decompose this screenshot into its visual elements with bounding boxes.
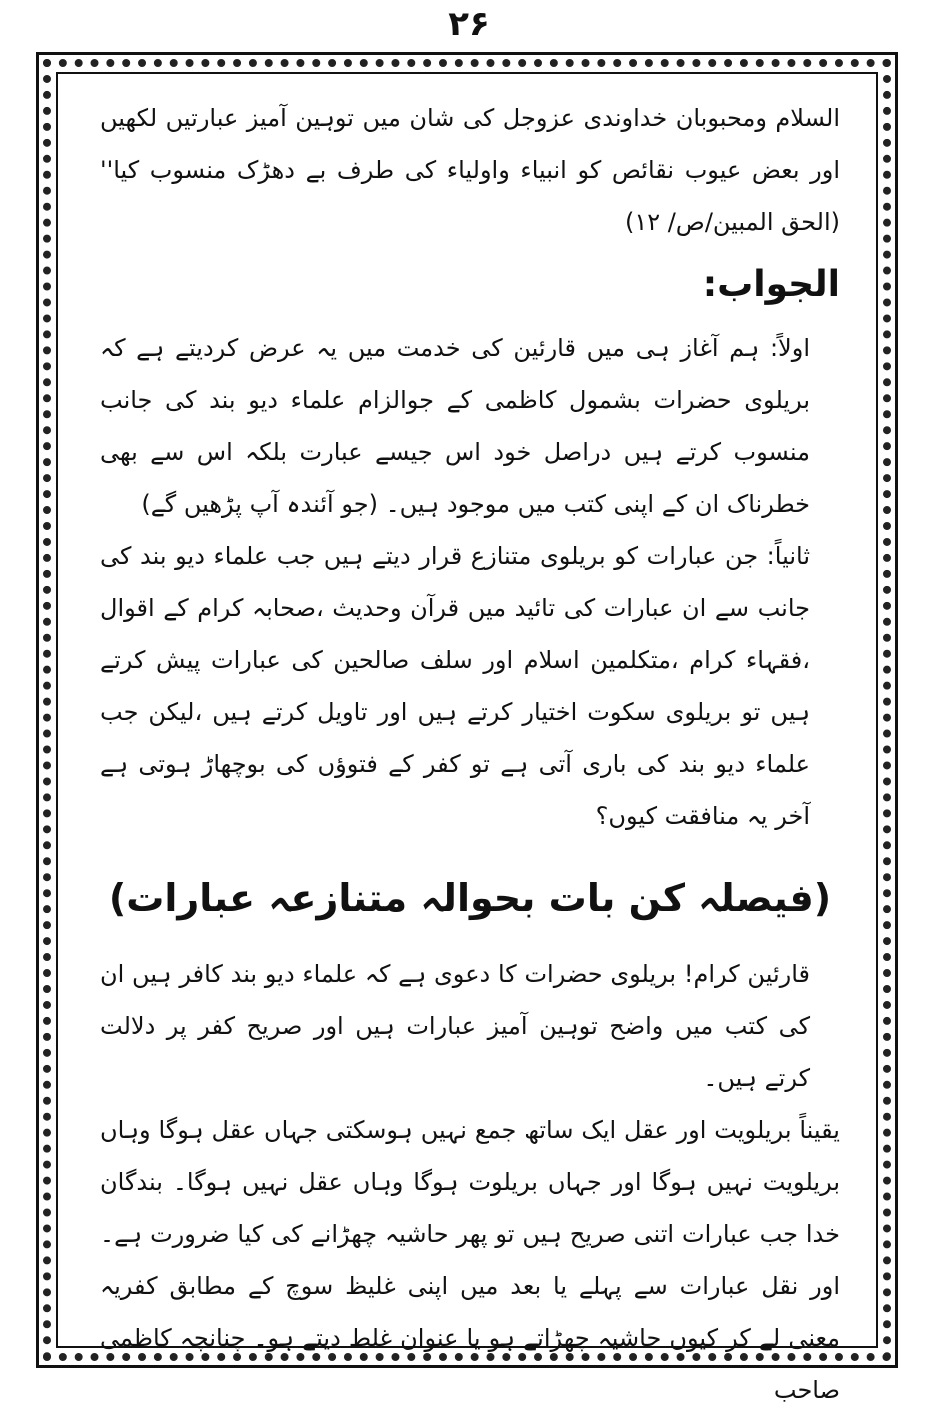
paragraph-first: اولاً: ہم آغاز ہی میں قارئین کی خدمت میں یہ عرض کردیتے ہے کہ بریلوی حضرات بشمول کاظمی کے جوالزام علماء دیو بند کی جانب منسوب کرتے ہیں دراصل خود اس جیسے عبارت بلکہ اس سے بھی خطرناک ان کے اپنی کتب میں موجود ہیں۔ (جو آئندہ آپ پڑھیں گے) xyxy=(100,334,810,518)
answer-heading: الجواب: xyxy=(702,264,840,305)
section-heading: (فیصلہ کن بات بحوالہ متنازعہ عبارات) xyxy=(108,876,832,920)
page-body xyxy=(100,92,840,1404)
paragraph-fourth: یقیناً بریلویت اور عقل ایک ساتھ جمع نہیں ہوسکتی جہاں عقل ہوگا وہاں بریلویت نہیں ہوگا اور جہاں بریلوت ہوگا وہاں عقل نہیں ہوگا۔ بندگان خدا جب عبارات اتنی صریح ہیں تو پھر حاشیہ چھڑانے کی کیا ضرورت ہے۔ اور نقل عبارات سے پہلے یا بعد میں اپنی غلیظ سوچ کے مطابق کفریہ معنی لے کر کیوں حاشیہ چھڑاتے ہو یا عنوان غلط دیتے ہو۔ چنانچہ کاظمی صاحب xyxy=(100,1116,840,1404)
intro-paragraph: السلام ومحبوبان خداوندی عزوجل کی شان میں توہین آمیز عبارتیں لکھیں اور بعض عیوب نقائص کو انبیاء واولیاء کی طرف بے دھڑک منسوب کیا'' (الحق المبین/ص/ ۱۲) xyxy=(100,104,840,236)
paragraph-third: قارئین کرام! بریلوی حضرات کا دعوی ہے کہ علماء دیو بند کافر ہیں ان کی کتب میں واضح توہین آمیز عبارات ہیں اور صریح کفر پر دلالت کرتے ہیں۔ xyxy=(100,960,810,1092)
page-number: ۲۶ xyxy=(448,4,490,44)
paragraph-second: ثانیاً: جن عبارات کو بریلوی متنازع قرار دیتے ہیں جب علماء دیو بند کی جانب سے ان عبارات کی تائید میں قرآن وحدیث ،صحابہ کرام کے اقوال ،فقہاء کرام ،متکلمین اسلام اور سلف صالحین کی عبارات پیش کرتے ہیں تو بریلوی سکوت اختیار کرتے ہیں اور تاویل کرتے ہیں ،لیکن جب علماء دیو بند کی باری آتی ہے تو کفر کے فتوؤں کی بوچھاڑ ہوتی ہے آخر یہ منافقت کیوں؟ xyxy=(100,542,810,830)
